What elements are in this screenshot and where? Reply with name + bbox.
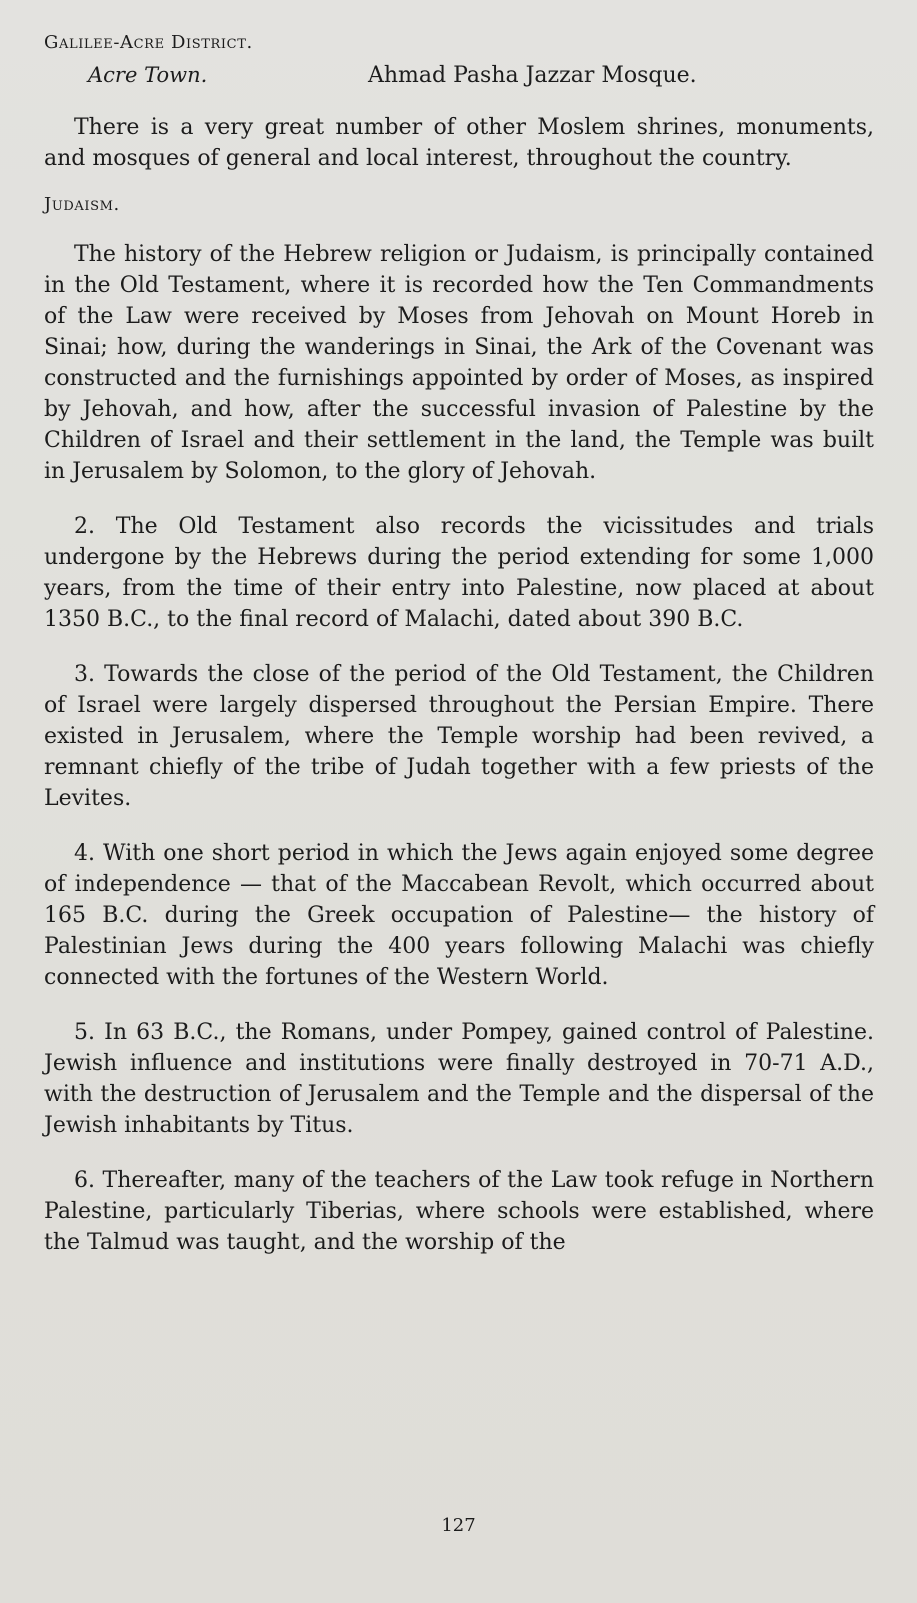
paragraph-4: 4. With one short period in which the Jews again enjoyed some degree of independence — that of the Maccabean Revolt, which occurred about 165 B.C. during the Greek occupation of Palestine— the history of Palestinian Jews during the 400 years following Malachi was chiefly connected with the fortunes of the Western World. bbox=[44, 841, 874, 990]
paragraph-1: The history of the Hebrew religion or Judaism, is principally contained in the Old Testament, where it is recorded how the Ten Commandments of the Law were received by Moses from Jehovah on Mount Horeb in Sinai; how, during the wanderings in Sinai, the Ark of the Covenant was constructed and the furnishings appointed by order of Moses, as inspired by Jehovah, and how, after the successful invasion of Palestine by the Children of Israel and their settlement in the land, the Temple was built in Jerusalem by Solomon, to the glory of Jehovah. bbox=[44, 242, 874, 484]
paragraph-3: 3. Towards the close of the period of the Old Testament, the Children of Israel were largely dispersed throughout the Persian Empire. There existed in Jerusalem, where the Temple worship had been revived, a remnant chiefly of the tribe of Judah together with a few priests of the Levites. bbox=[44, 662, 874, 811]
town-name: Acre Town. bbox=[88, 63, 208, 87]
location-line bbox=[88, 63, 874, 88]
intro-paragraph: There is a very great number of other Moslem shrines, monuments, and mosques of general and local interest, throughout the country. bbox=[44, 115, 874, 171]
paragraph-6: 6. Thereafter, many of the teachers of the Law took refuge in Northern Palestine, particularly Tiberias, where schools were established, where the Talmud was taught, and the worship of the bbox=[44, 1168, 874, 1255]
judaism-heading: Judaism. bbox=[44, 194, 120, 215]
page-content bbox=[44, 24, 874, 1282]
district-heading: Galilee-Acre District. bbox=[44, 32, 253, 53]
page-number: 127 bbox=[441, 1515, 476, 1536]
paragraph-5: 5. In 63 B.C., the Romans, under Pompey, gained control of Palestine. Jewish influence and institutions were finally destroyed in 70-71 A.D., with the destruction of Jerusalem and the Temple and the dispersal of the Jewish inhabitants by Titus. bbox=[44, 1020, 874, 1138]
site-name: Ahmad Pasha Jazzar Mosque. bbox=[368, 63, 697, 88]
paragraph-2: 2. The Old Testament also records the vicissitudes and trials undergone by the Hebrews during the period extending for some 1,000 years, from the time of their entry into Palestine, now placed at about 1350 B.C., to the final record of Malachi, dated about 390 B.C. bbox=[44, 514, 874, 632]
